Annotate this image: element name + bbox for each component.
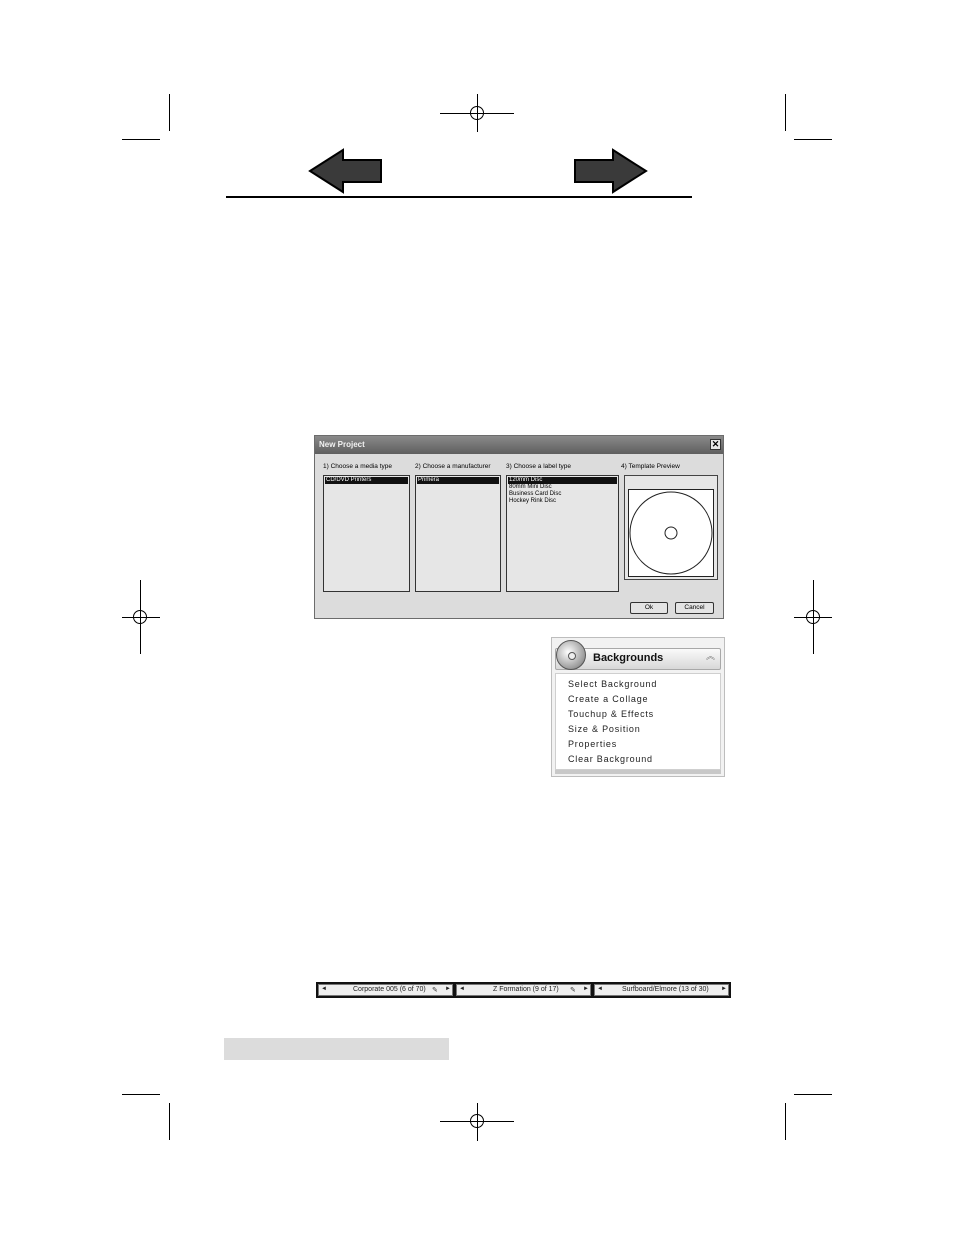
backgrounds-menu <box>555 673 721 770</box>
header-rule <box>226 196 692 198</box>
panel-footer <box>555 770 721 774</box>
footer-gray-bar <box>224 1038 449 1060</box>
menu-item-size-position[interactable]: Size & Position <box>568 724 641 734</box>
crop-mark <box>122 1094 160 1095</box>
media-type-label: 1) Choose a media type <box>323 463 393 470</box>
dialog-title-bar <box>315 436 723 454</box>
menu-item-touchup-effects[interactable]: Touchup & Effects <box>568 709 654 719</box>
right-arrow-icon[interactable]: ► <box>721 986 727 992</box>
preview-canvas <box>628 489 714 577</box>
left-arrow-icon[interactable]: ◄ <box>459 986 465 992</box>
backgrounds-disc-icon <box>556 640 586 670</box>
navigator-segment-text: Z Formation (9 of 17) <box>493 986 559 993</box>
crop-mark <box>785 1103 786 1140</box>
right-arrow-icon[interactable]: ► <box>583 986 589 992</box>
crop-mark <box>785 94 786 131</box>
backgrounds-panel-title: Backgrounds <box>593 652 664 664</box>
crop-mark <box>169 94 170 131</box>
template-preview <box>624 475 718 580</box>
menu-item-properties[interactable]: Properties <box>568 739 618 749</box>
list-item[interactable]: 80mm Mini Disc <box>509 484 552 490</box>
cancel-button[interactable]: Cancel <box>675 602 714 614</box>
backgrounds-panel <box>551 637 725 777</box>
dialog-title: New Project <box>319 440 365 449</box>
label-type-list[interactable] <box>506 475 619 592</box>
navigator-segment-images[interactable] <box>594 984 729 996</box>
list-item[interactable]: Hockey Rink Disc <box>509 498 557 504</box>
navigator-segment-layout[interactable] <box>456 984 591 996</box>
navigator-segment-text: Corporate 005 (6 of 70) <box>353 986 426 993</box>
list-item[interactable]: CD/DVD Printers <box>325 477 408 484</box>
navigator-segment-text: Surfboard/Elmore (13 of 30) <box>622 986 709 993</box>
crop-mark <box>169 1103 170 1140</box>
crop-mark <box>122 139 160 140</box>
menu-item-clear-background[interactable]: Clear Background <box>568 754 653 764</box>
ok-button[interactable]: Ok <box>630 602 668 614</box>
new-project-dialog <box>314 435 724 619</box>
media-type-list[interactable] <box>323 475 410 592</box>
edit-icon[interactable]: ✎ <box>432 987 438 994</box>
crop-mark <box>794 1094 832 1095</box>
list-item[interactable]: 120mm Disc <box>508 477 617 484</box>
collapse-icon[interactable]: ︽ <box>705 651 715 661</box>
crop-mark <box>794 139 832 140</box>
template-preview-label: 4) Template Preview <box>621 463 680 470</box>
list-item[interactable]: Business Card Disc <box>509 491 562 497</box>
right-arrow-icon[interactable]: ► <box>445 986 451 992</box>
label-type-label: 3) Choose a label type <box>506 463 572 470</box>
left-arrow-icon[interactable]: ◄ <box>597 986 603 992</box>
edit-icon[interactable]: ✎ <box>570 987 576 994</box>
list-item[interactable]: Primera <box>417 477 499 484</box>
manufacturer-label: 2) Choose a manufacturer <box>415 463 491 470</box>
menu-item-create-collage[interactable]: Create a Collage <box>568 694 649 704</box>
left-arrow-icon[interactable]: ◄ <box>321 986 327 992</box>
previous-page-arrow-icon[interactable] <box>308 148 384 194</box>
close-icon[interactable]: ✕ <box>711 439 720 449</box>
navigator-segment-background[interactable] <box>318 984 453 996</box>
next-page-arrow-icon[interactable] <box>572 148 648 194</box>
template-navigator-bar <box>316 982 731 998</box>
menu-item-select-background[interactable]: Select Background <box>568 679 658 689</box>
disc-preview-icon <box>629 490 713 576</box>
manufacturer-list[interactable] <box>415 475 501 592</box>
